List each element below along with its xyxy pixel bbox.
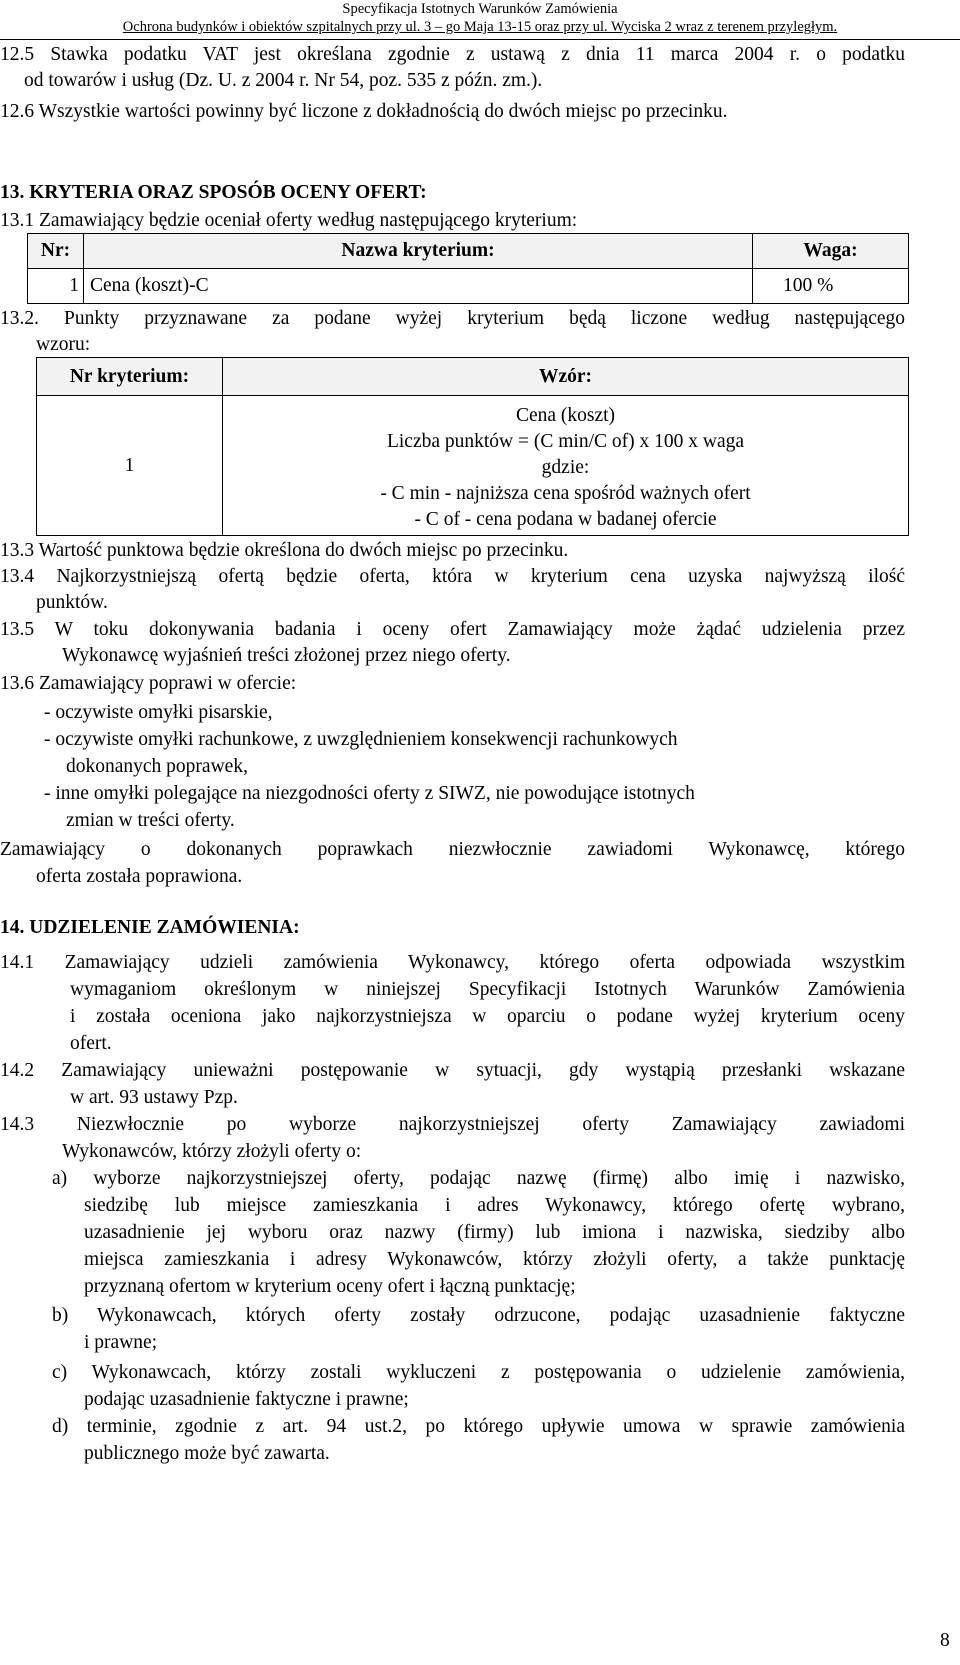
item-d-line1: d) terminie, zgodnie z art. 94 ust.2, po którego upływie umowa w sprawie zamówienia — [52, 1416, 905, 1437]
section-14-heading: 14. UDZIELENIE ZAMÓWIENIA: — [0, 917, 300, 938]
item-a-line4: miejsca zamieszkania i adresy Wykonawców, którzy złożyli oferty, a także punktację — [84, 1249, 905, 1270]
criteria-row-nr: 1 — [28, 269, 84, 304]
formula-line-1: Cena (koszt) — [515, 405, 616, 426]
criteria-row-weight: 100 % — [753, 269, 909, 304]
paragraph-14-3-line1: 14.3 Niezwłocznie po wyborze najkorzystniejszej oferty Zamawiający zawiadomi — [0, 1114, 905, 1135]
list-item-continuation: dokonanych poprawek, — [66, 756, 248, 777]
formula-line-5: - C of - cena podana w badanej ofercie — [414, 509, 717, 530]
paragraph-14-1-line2: wymaganiom określonym w niniejszej Specyfikacji Istotnych Warunków Zamówienia — [70, 979, 905, 1000]
section-13-heading: 13. KRYTERIA ORAZ SPOSÓB OCENY OFERT: — [0, 182, 427, 203]
paragraph-14-1-line4: ofert. — [70, 1033, 112, 1054]
paragraph-13-6: 13.6 Zamawiający poprawi w ofercie: — [0, 673, 297, 694]
formula-table — [36, 357, 909, 536]
paragraph-14-1-line3: i została oceniona jako najkorzystniejsza w oparciu o podane wyżej kryterium oceny — [70, 1006, 905, 1027]
item-d-line2: publicznego może być zawarta. — [84, 1443, 330, 1464]
formula-header-formula: Wzór: — [223, 358, 909, 396]
formula-line-3: gdzie: — [541, 457, 590, 478]
criteria-header-weight: Waga: — [753, 234, 909, 269]
paragraph-13-5-line1: 13.5 W toku dokonywania badania i oceny ofert Zamawiający może żądać udzielenia przez — [0, 619, 905, 640]
item-a-line1: a) wyborze najkorzystniejszej oferty, podając nazwę (firmę) albo imię i nazwisko, — [52, 1168, 905, 1189]
item-a-line2: siedzibę lub miejsce zamieszkania i adres Wykonawcy, którego ofertę wybrano, — [84, 1195, 905, 1216]
page-header-title: Specyfikacja Istotnych Warunków Zamówienia — [342, 1, 618, 17]
item-c-line1: c) Wykonawcach, którzy zostali wykluczeni z postępowania o udzielenie zamówienia, — [52, 1362, 905, 1383]
item-a-line3: uzasadnienie jej wyboru oraz nazwy (firmy) lub imiona i nazwiska, siedziby albo — [84, 1222, 905, 1243]
formula-line-4: - C min - najniższa cena spośród ważnych ofert — [380, 483, 751, 504]
list-item: - inne omyłki polegające na niezgodności oferty z SIWZ, nie powodujące istotnych — [44, 783, 695, 804]
paragraph-12-5-line2: od towarów i usług (Dz. U. z 2004 r. Nr 54, poz. 535 z późn. zm.). — [24, 70, 543, 91]
paragraph-13-2-line2: wzoru: — [36, 334, 91, 355]
formula-cell — [223, 396, 909, 536]
item-b-line2: i prawne; — [84, 1332, 158, 1353]
item-b-line1: b) Wykonawcach, których oferty zostały odrzucone, podając uzasadnienie faktyczne — [52, 1305, 905, 1326]
paragraph-13-1: 13.1 Zamawiający będzie oceniał oferty według następującego kryterium: — [0, 210, 578, 231]
list-item: - oczywiste omyłki rachunkowe, z uwzględnieniem konsekwencji rachunkowych — [44, 729, 678, 750]
formula-row-nr: 1 — [37, 396, 223, 536]
item-c-line2: podając uzasadnienie faktyczne i prawne; — [84, 1389, 409, 1410]
paragraph-13-4-line2: punktów. — [36, 592, 108, 613]
closing-line2: oferta została poprawiona. — [36, 866, 243, 887]
paragraph-14-2-line1: 14.2 Zamawiający unieważni postępowanie w sytuacji, gdy wystąpią przesłanki wskazane — [0, 1060, 905, 1081]
criteria-header-name: Nazwa kryterium: — [84, 234, 753, 269]
item-a-line5: przyznaną ofertom w kryterium oceny ofert i łączną punktację; — [84, 1276, 576, 1297]
criteria-table — [27, 233, 909, 304]
paragraph-12-6: 12.6 Wszystkie wartości powinny być liczone z dokładnością do dwóch miejsc po przecinku. — [0, 101, 728, 122]
list-item-continuation: zmian w treści oferty. — [66, 810, 235, 831]
criteria-row-name: Cena (koszt)-C — [84, 269, 753, 304]
header-rule — [0, 39, 960, 40]
paragraph-13-2-line1: 13.2. Punkty przyznawane za podane wyżej kryterium będą liczone według następującego — [0, 308, 905, 329]
list-item: - oczywiste omyłki pisarskie, — [44, 702, 273, 723]
paragraph-13-3: 13.3 Wartość punktowa będzie określona do dwóch miejsc po przecinku. — [0, 540, 569, 561]
criteria-header-nr: Nr: — [28, 234, 84, 269]
formula-line-2: Liczba punktów = (C min/C of) x 100 x waga — [386, 431, 745, 452]
page-number: 8 — [940, 1630, 950, 1651]
closing-line1: Zamawiający o dokonanych poprawkach niezwłocznie zawiadomi Wykonawcę, którego — [0, 839, 905, 860]
paragraph-14-2-line2: w art. 93 ustawy Pzp. — [70, 1087, 238, 1108]
paragraph-13-4-line1: 13.4 Najkorzystniejszą ofertą będzie oferta, która w kryterium cena uzyska najwyższą ilość — [0, 566, 905, 587]
formula-header-nr: Nr kryterium: — [37, 358, 223, 396]
paragraph-12-5-line1: 12.5 Stawka podatku VAT jest określana zgodnie z ustawą z dnia 11 marca 2004 r. o podatku — [0, 44, 905, 65]
paragraph-14-1-line1: 14.1 Zamawiający udzieli zamówienia Wykonawcy, którego oferta odpowiada wszystkim — [0, 952, 905, 973]
paragraph-14-3-line2: Wykonawców, którzy złożyli oferty o: — [62, 1141, 362, 1162]
paragraph-13-5-line2: Wykonawcę wyjaśnień treści złożonej przez niego oferty. — [62, 645, 511, 666]
page-header-subtitle: Ochrona budynków i obiektów szpitalnych przy ul. 3 – go Maja 13-15 oraz przy ul. Wyciska 2 wraz z terenem przyległym. — [122, 19, 838, 35]
